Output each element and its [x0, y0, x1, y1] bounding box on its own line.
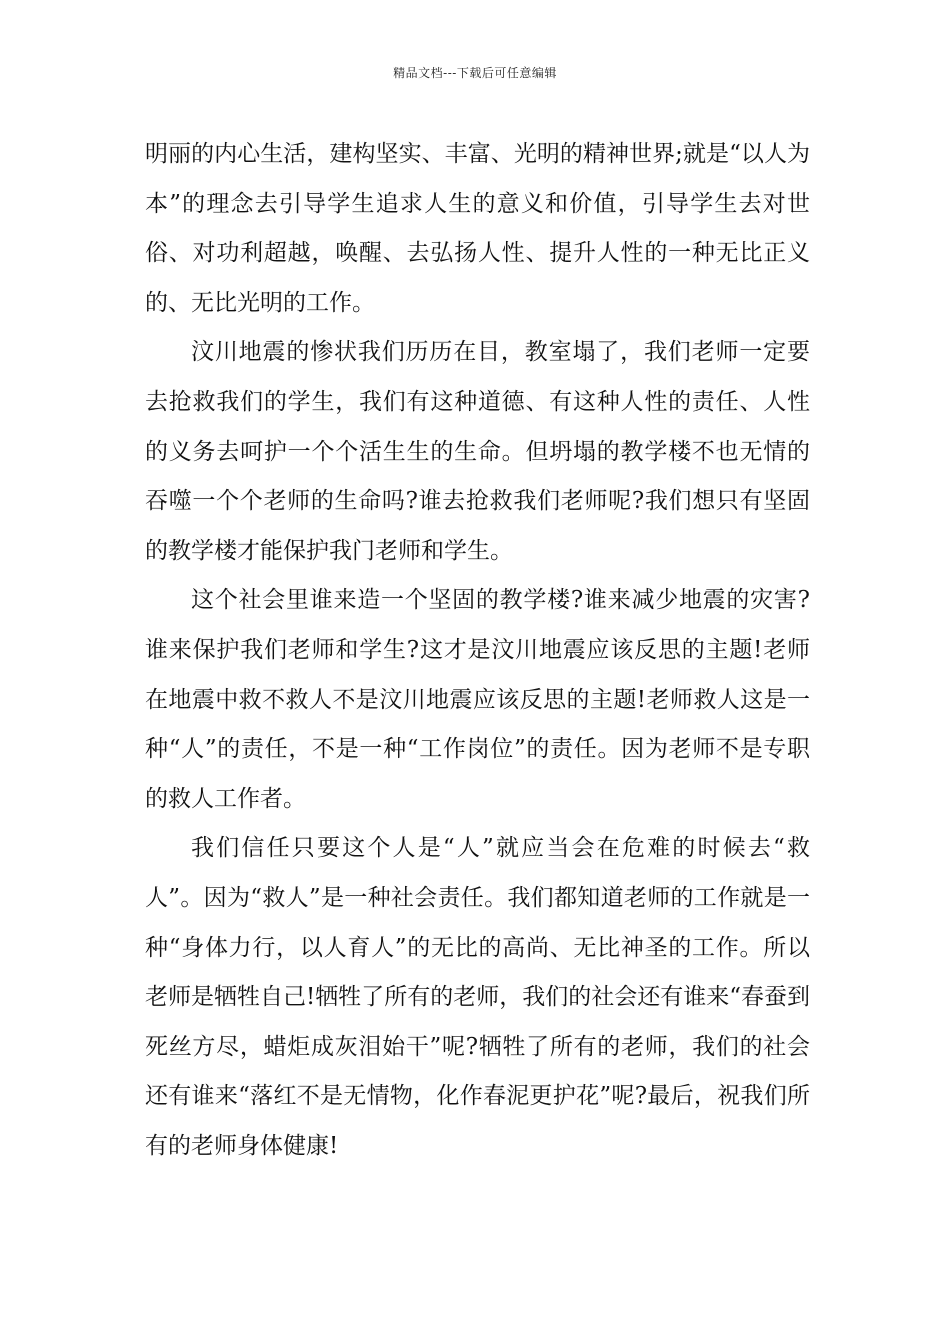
document-body	[145, 130, 810, 1171]
page-header: 精品文档---下载后可任意编辑	[393, 66, 557, 80]
paragraph-4: 我们信任只要这个人是“人”就应当会在危难的时候去“救人”。因为“救人”是一种社会责任。我们都知道老师的工作就是一种“身体力行，以人育人”的无比的高尚、无比神圣的工作。所以老师是牺牲自己!牺牲了所有的老师，我们的社会还有谁来“春蚕到死丝方尽，蜡炬成灰泪始干”呢?牺牲了所有的老师，我们的社会还有谁来“落红不是无情物，化作春泥更护花”呢?最后，祝我们所有的老师身体健康!	[145, 835, 811, 1159]
paragraph-3: 这个社会里谁来造一个坚固的教学楼?谁来减少地震的灾害?谁来保护我们老师和学生?这才是汶川地震应该反思的主题!老师在地震中救不救人不是汶川地震应该反思的主题!老师救人这是一种“人”的责任，不是一种“工作岗位”的责任。因为老师不是专职的救人工作者。	[145, 587, 810, 812]
paragraph-2: 汶川地震的惨状我们历历在目，教室塌了，我们老师一定要去抢救我们的学生，我们有这种道德、有这种人性的责任、人性的义务去呵护一个个活生生的生命。但坍塌的教学楼不也无情的吞噬一个个老师的生命吗?谁去抢救我们老师呢?我们想只有坚固的教学楼才能保护我门老师和学生。	[145, 339, 810, 564]
paragraph-1: 明丽的内心生活，建构坚实、丰富、光明的精神世界;就是“以人为本”的理念去引导学生追求人生的意义和价值，引导学生去对世俗、对功利超越，唤醒、去弘扬人性、提升人性的一种无比正义的、无比光明的工作。	[145, 141, 810, 316]
